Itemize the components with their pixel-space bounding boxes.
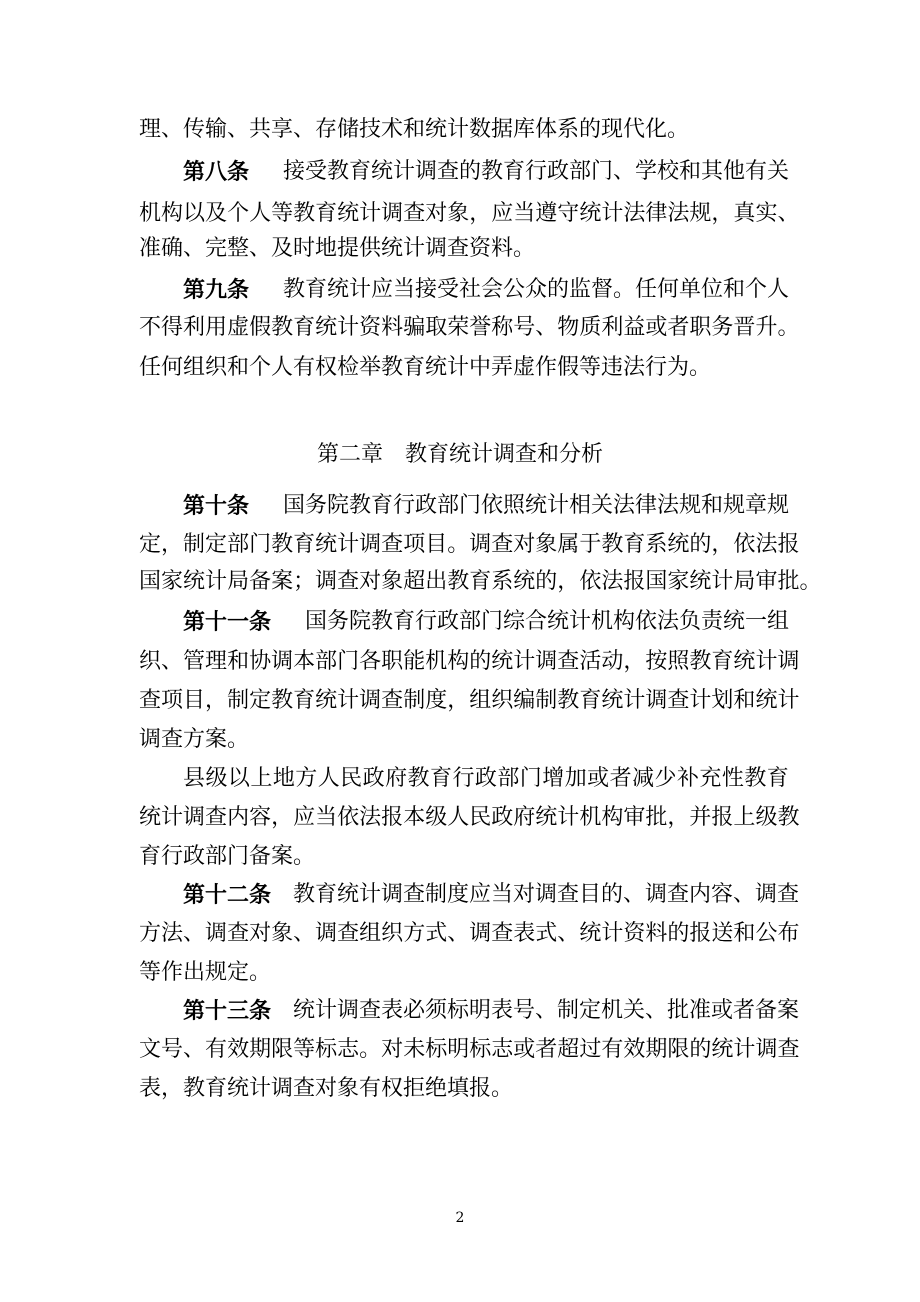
article-text: 国务院教育行政部门综合统计机构依法负责统一组: [304, 609, 789, 634]
article-number: 第九条: [183, 277, 250, 303]
text-line: 准确、完整、及时地提供统计调查资料。: [139, 236, 536, 261]
text-line: 方 法 、 调 查 对 象 、 调 查 组 织 方 式 、 调 查 表 式 、 统 计 资 料 的 报 送 和 公 布: [139, 921, 800, 946]
page-number: 2: [455, 1210, 465, 1226]
article-number: 第十一条: [183, 609, 272, 635]
text-line: 育行政部门备案。: [139, 844, 316, 869]
text-line: 查 项 目 ， 制 定 教 育 统 计 调 查 制 度 ， 组 织 编 制 教 育 统 计 调 查 计 划 和 统 计: [139, 688, 800, 713]
article-13-first-line: [183, 996, 800, 1026]
text-line: 不 得 利 用 虚 假 教 育 统 计 资 料 骗 取 荣 誉 称 号 、 物 质 利 益 或 者 职 务 晋 升 。: [139, 315, 800, 340]
article-number: 第八条: [183, 159, 250, 185]
article-number: 第十二条: [183, 882, 272, 908]
text-line: 调查方案。: [139, 727, 250, 752]
text-line: 任何组织和个人有权检举教育统计中弄虚作假等违法行为。: [139, 355, 712, 380]
text-line: 国 家 统 计 局 备 案 ； 调 查 对 象 超 出 教 育 系 统 的 ， 依 法 报 国 家 统 计 局 审 批 。: [139, 569, 822, 594]
article-9-first-line: [183, 275, 789, 305]
article-10-first-line: [183, 491, 789, 521]
paragraph-first-line: 县 级 以 上 地 方 人 民 政 府 教 育 行 政 部 门 增 加 或 者 减 少 补 充 性 教 育: [183, 766, 789, 791]
article-11-first-line: [183, 607, 789, 637]
article-text: 教育统计调查制度应当对调查目的、调查内容、调查: [293, 882, 800, 907]
article-text: 教育统计应当接受社会公众的监督。任何单位和个人: [282, 277, 789, 302]
article-12-first-line: [183, 880, 800, 910]
text-line: 机 构 以 及 个 人 等 教 育 统 计 调 查 对 象 ， 应 当 遵 守 统 计 法 律 法 规 ， 真 实 、: [139, 201, 800, 226]
text-line: 文 号 、 有 效 期 限 等 标 志 。 对 未 标 明 标 志 或 者 超 过 有 效 期 限 的 统 计 调 查: [139, 1037, 800, 1062]
article-8-first-line: [183, 157, 789, 187]
article-text: 国务院教育行政部门依照统计相关法律法规和规章规: [282, 493, 789, 518]
chapter-heading: 第二章 教育统计调查和分析: [316, 442, 603, 467]
text-line: 织 、 管 理 和 协 调 本 部 门 各 职 能 机 构 的 统 计 调 查 活 动 ， 按 照 教 育 统 计 调: [139, 649, 800, 674]
text-line: 理、传输、共享、存储技术和统计数据库体系的现代化。: [139, 117, 690, 142]
article-text: 统计调查表必须标明表号、制定机关、批准或者备案: [293, 998, 800, 1023]
text-line: 统 计 调 查 内 容 ， 应 当 依 法 报 本 级 人 民 政 府 统 计 机 构 审 批 ， 并 报 上 级 教: [139, 805, 800, 830]
article-number: 第十条: [183, 493, 250, 519]
article-number: 第十三条: [183, 998, 272, 1024]
text-line: 定 ， 制 定 部 门 教 育 统 计 调 查 项 目 。 调 查 对 象 属 于 教 育 系 统 的 ， 依 法 报: [139, 532, 800, 557]
text-line: 表，教育统计调查对象有权拒绝填报。: [139, 1076, 514, 1101]
text-line: 等作出规定。: [139, 960, 272, 985]
article-text: 接受教育统计调查的教育行政部门、学校和其他有关: [282, 159, 789, 184]
